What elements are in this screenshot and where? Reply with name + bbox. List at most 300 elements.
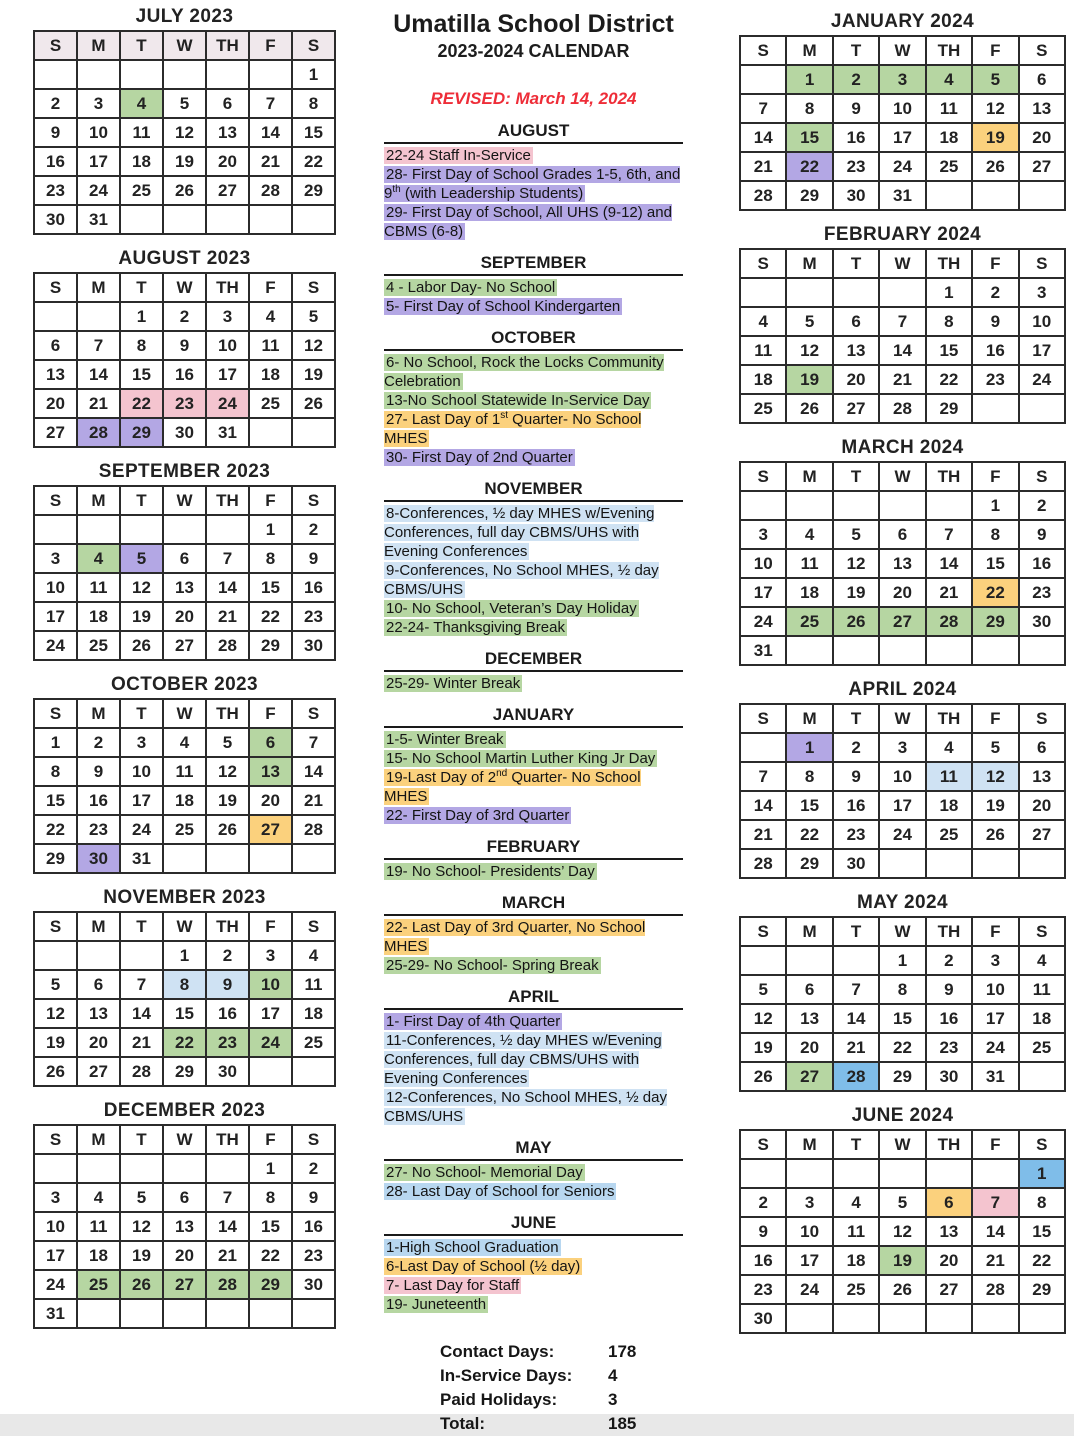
day-cell: 15 [1019,1217,1065,1246]
day-cell: 15 [163,999,206,1028]
weekday-header: M [786,36,832,65]
day-cell: 30 [292,1270,335,1299]
calendar-month-title: JULY 2023 [135,6,234,27]
day-cell: 24 [34,631,77,660]
day-cell: 12 [120,1212,163,1241]
notes-item-list [384,730,683,825]
day-cell: 7 [926,520,972,549]
day-cell: 14 [740,791,786,820]
notes-section-august [384,121,683,241]
week-row [34,544,335,573]
empty-cell [77,941,120,970]
revised-date: REVISED: March 14, 2024 [430,89,637,108]
day-cell: 24 [206,389,249,418]
empty-cell [292,205,335,234]
week-row [740,849,1065,878]
day-cell: 9 [206,970,249,999]
day-cell: 9 [292,1183,335,1212]
empty-cell [77,1154,120,1183]
weekday-header: F [972,462,1018,491]
day-cell: 25 [77,1270,120,1299]
empty-cell [879,636,925,665]
day-cell: 12 [740,1004,786,1033]
day-cell: 22 [120,389,163,418]
notes-month-heading: NOVEMBER [384,479,683,502]
day-cell: 11 [833,1217,879,1246]
day-cell: 21 [926,578,972,607]
weekday-header: TH [926,1130,972,1159]
week-row [34,757,335,786]
note-highlight: 1-High School Graduation [386,1239,559,1256]
day-cell: 14 [206,573,249,602]
day-cell: 31 [34,1299,77,1328]
notes-month-heading: JANUARY [384,705,683,728]
note-item [384,561,683,599]
day-cell: 10 [206,331,249,360]
weekday-header: F [249,486,292,515]
empty-cell [120,1299,163,1328]
calendar-grid [739,461,1066,666]
notes-item-list [384,1238,683,1314]
calendar-grid [33,1124,336,1329]
empty-cell [1019,1304,1065,1333]
day-cell: 18 [77,602,120,631]
calendar-january-2024 [739,11,1066,211]
day-cell: 20 [163,602,206,631]
day-cell: 7 [77,331,120,360]
day-cell: 21 [206,1241,249,1270]
day-cell: 13 [163,1212,206,1241]
day-cell: 9 [833,762,879,791]
day-cell: 12 [972,94,1018,123]
weekday-header: T [120,273,163,302]
week-row [34,602,335,631]
weekday-header: S [1019,1130,1065,1159]
day-cell: 9 [34,118,77,147]
week-row [34,844,335,873]
day-cell: 25 [292,1028,335,1057]
weekday-header: T [833,36,879,65]
day-cell: 4 [833,1188,879,1217]
notes-section-april [384,987,683,1126]
day-cell: 19 [163,147,206,176]
day-cell: 27 [879,607,925,636]
day-cell: 1 [249,515,292,544]
calendar-month-title: MARCH 2024 [841,437,964,458]
day-cell: 30 [833,849,879,878]
note-highlight: 28- Last Day of School for Seniors [386,1183,615,1200]
day-cell: 1 [34,728,77,757]
week-row [34,1212,335,1241]
note-highlight: 19- No School- Presidents’ Day [386,863,595,880]
day-cell: 29 [249,1270,292,1299]
day-cell: 23 [163,389,206,418]
weekday-header: T [120,699,163,728]
weekday-header: S [740,704,786,733]
day-cell: 16 [833,123,879,152]
totals-label: Contact Days: [440,1342,555,1361]
notes-section-june [384,1213,683,1314]
day-cell: 12 [163,118,206,147]
day-cell: 21 [833,1033,879,1062]
day-cell: 3 [972,946,1018,975]
empty-cell [34,1154,77,1183]
day-cell: 26 [740,1062,786,1091]
weekday-header: TH [206,31,249,60]
day-cell: 14 [926,549,972,578]
day-cell: 21 [206,602,249,631]
notes-section-january [384,705,683,825]
week-row [740,820,1065,849]
day-cell: 26 [833,607,879,636]
notes-month-heading: SEPTEMBER [384,253,683,276]
day-cell: 26 [786,394,832,423]
day-cell: 7 [206,1183,249,1212]
day-cell: 8 [879,975,925,1004]
day-cell: 5 [206,728,249,757]
day-cell: 14 [206,1212,249,1241]
notes-section-may [384,1138,683,1201]
day-cell: 17 [34,602,77,631]
weekday-header: TH [206,699,249,728]
day-cell: 19 [972,791,1018,820]
notes-item-list [384,1012,683,1126]
day-cell: 27 [34,418,77,447]
empty-cell [786,1159,832,1188]
note-item [384,918,683,956]
weekday-header: S [292,486,335,515]
calendar-grid [739,1129,1066,1334]
week-row [740,1062,1065,1091]
note-item [384,391,683,410]
empty-cell [972,181,1018,210]
weekday-header: F [249,1125,292,1154]
week-row [34,970,335,999]
empty-cell [206,60,249,89]
empty-cell [163,1299,206,1328]
weekday-header: S [292,699,335,728]
note-highlight: 8-Conferences, ½ day MHES w/Evening Conferences, full day CBMS/UHS with Evening Conferences [384,505,655,560]
totals-row [440,1364,683,1388]
left-calendar-column [33,6,336,1342]
day-cell: 13 [34,360,77,389]
day-cell: 5 [972,65,1018,94]
empty-cell [120,515,163,544]
day-cell: 31 [972,1062,1018,1091]
weekday-header-row [740,249,1065,278]
day-cell: 10 [786,1217,832,1246]
day-cell: 1 [120,302,163,331]
weekday-header: F [972,249,1018,278]
empty-cell [120,941,163,970]
day-cell: 15 [926,336,972,365]
day-cell: 13 [926,1217,972,1246]
day-cell: 16 [1019,549,1065,578]
day-cell: 6 [206,89,249,118]
totals-label: Total: [440,1414,486,1433]
weekday-header-row [34,273,335,302]
day-cell: 4 [926,65,972,94]
weekday-header: TH [926,462,972,491]
day-cell: 17 [249,999,292,1028]
day-cell: 13 [786,1004,832,1033]
day-cell: 17 [879,123,925,152]
day-cell: 4 [249,302,292,331]
day-cell: 24 [879,820,925,849]
weekday-header-row [34,31,335,60]
day-cell: 8 [786,94,832,123]
day-cell: 3 [34,1183,77,1212]
page-title: Umatilla School District [393,10,674,38]
empty-cell [120,205,163,234]
day-cell: 23 [206,1028,249,1057]
weekday-header-row [34,1125,335,1154]
weekday-header: S [1019,917,1065,946]
day-cell: 15 [34,786,77,815]
day-cell: 6 [34,331,77,360]
day-cell: 17 [972,1004,1018,1033]
notes-month-heading: APRIL [384,987,683,1010]
day-cell: 16 [206,999,249,1028]
day-cell: 17 [740,578,786,607]
day-cell: 11 [292,970,335,999]
week-row [740,65,1065,94]
empty-cell [206,1154,249,1183]
week-row [740,1275,1065,1304]
empty-cell [972,849,1018,878]
empty-cell [740,1159,786,1188]
day-cell: 12 [120,573,163,602]
weekday-header: F [249,912,292,941]
empty-cell [926,181,972,210]
empty-cell [163,60,206,89]
day-cell: 16 [292,573,335,602]
calendar-grid [33,698,336,874]
weekday-header: S [34,273,77,302]
day-cell: 10 [879,94,925,123]
day-cell: 31 [206,418,249,447]
empty-cell [34,60,77,89]
empty-cell [926,636,972,665]
day-cell: 12 [34,999,77,1028]
weekday-header: T [120,486,163,515]
day-cell: 19 [120,1241,163,1270]
day-cell: 7 [740,762,786,791]
week-row [34,360,335,389]
calendar-month-title: JANUARY 2024 [830,11,975,32]
day-cell: 20 [249,786,292,815]
day-cell: 6 [1019,65,1065,94]
empty-cell [786,1304,832,1333]
weekday-header: M [77,31,120,60]
empty-cell [163,1154,206,1183]
day-cell: 4 [740,307,786,336]
empty-cell [163,844,206,873]
totals-row [440,1388,683,1412]
day-cell: 28 [206,1270,249,1299]
week-row [740,1159,1065,1188]
day-cell: 14 [972,1217,1018,1246]
day-cell: 15 [786,791,832,820]
week-row [740,791,1065,820]
day-cell: 26 [120,631,163,660]
right-calendar-column [739,11,1066,1347]
weekday-header-row [740,704,1065,733]
empty-cell [120,1154,163,1183]
day-cell: 25 [163,815,206,844]
empty-cell [292,844,335,873]
weekday-header: T [833,917,879,946]
day-cell: 27 [163,1270,206,1299]
weekday-header: S [292,912,335,941]
day-cell: 23 [972,365,1018,394]
note-highlight: 4 - Labor Day- No School [386,279,556,296]
day-cell: 27 [786,1062,832,1091]
calendar-grid [739,703,1066,879]
calendar-month-title: JUNE 2024 [851,1105,954,1126]
day-cell: 28 [249,176,292,205]
notes-section-november [384,479,683,637]
empty-cell [249,60,292,89]
day-cell: 10 [34,1212,77,1241]
note-highlight: 25-29- Winter Break [386,675,521,692]
week-row [34,631,335,660]
note-highlight: 6-Last Day of School (½ day) [386,1258,581,1275]
empty-cell [926,491,972,520]
day-cell: 15 [972,549,1018,578]
empty-cell [833,636,879,665]
calendar-grid [739,248,1066,424]
empty-cell [249,1299,292,1328]
day-cell: 2 [292,515,335,544]
day-cell: 17 [77,147,120,176]
day-cell: 24 [120,815,163,844]
day-cell: 2 [833,65,879,94]
week-row [740,365,1065,394]
day-cell: 25 [926,152,972,181]
day-cell: 9 [292,544,335,573]
note-item [384,956,683,975]
weekday-header: TH [206,486,249,515]
note-highlight: 1- First Day of 4th Quarter [386,1013,561,1030]
day-cell: 2 [292,1154,335,1183]
day-cell: 29 [292,176,335,205]
day-cell: 19 [972,123,1018,152]
day-cell: 14 [292,757,335,786]
day-cell: 15 [249,1212,292,1241]
day-cell: 5 [120,1183,163,1212]
day-cell: 16 [77,786,120,815]
day-cell: 24 [249,1028,292,1057]
day-cell: 3 [879,65,925,94]
weekday-header: T [833,704,879,733]
note-item [384,165,683,203]
week-row [740,1004,1065,1033]
day-cell: 12 [833,549,879,578]
day-cell: 1 [786,65,832,94]
day-cell: 10 [879,762,925,791]
day-cell: 20 [77,1028,120,1057]
day-cell: 28 [833,1062,879,1091]
day-cell: 6 [163,544,206,573]
week-row [34,118,335,147]
empty-cell [833,278,879,307]
note-highlight: 27- No School- Memorial Day [386,1164,583,1181]
totals-value: 4 [608,1366,618,1385]
note-highlight: 19- Juneteenth [386,1296,487,1313]
weekday-header: S [292,31,335,60]
note-highlight: 22-24- Thanksgiving Break [386,619,565,636]
day-cell: 5 [292,302,335,331]
day-cell: 2 [77,728,120,757]
day-cell: 22 [249,602,292,631]
day-cell: 18 [740,365,786,394]
day-cell: 30 [833,181,879,210]
day-cell: 1 [249,1154,292,1183]
week-row [34,176,335,205]
day-cell: 16 [34,147,77,176]
notes-section-february [384,837,683,881]
day-cell: 6 [786,975,832,1004]
note-highlight: 7- Last Day for Staff [386,1277,520,1294]
day-cell: 6 [163,1183,206,1212]
notes-item-list [384,674,683,693]
day-cell: 26 [972,820,1018,849]
weekday-header: TH [926,917,972,946]
weekday-header: S [1019,36,1065,65]
empty-cell [833,1159,879,1188]
day-cell: 23 [34,176,77,205]
day-cell: 21 [120,1028,163,1057]
day-cell: 15 [786,123,832,152]
weekday-header-row [740,462,1065,491]
weekday-header: M [786,917,832,946]
week-row [740,578,1065,607]
day-cell: 22 [34,815,77,844]
weekday-header: TH [206,912,249,941]
week-row [740,762,1065,791]
note-item [384,674,683,693]
day-cell: 8 [163,970,206,999]
notes-item-list [384,504,683,637]
day-cell: 8 [249,544,292,573]
day-cell: 30 [292,631,335,660]
day-cell: 7 [292,728,335,757]
day-cell: 4 [292,941,335,970]
note-item [384,504,683,561]
empty-cell [833,491,879,520]
day-cell: 23 [292,602,335,631]
weekday-header: F [972,36,1018,65]
day-cell: 4 [77,1183,120,1212]
empty-cell [206,205,249,234]
weekday-header: W [163,486,206,515]
empty-cell [206,515,249,544]
note-highlight: 25-29- No School- Spring Break [386,957,599,974]
day-cell: 7 [879,307,925,336]
weekday-header: T [833,249,879,278]
day-cell: 5 [972,733,1018,762]
day-cell: 26 [292,389,335,418]
day-cell: 27 [1019,820,1065,849]
day-cell: 11 [786,549,832,578]
note-item [384,1088,683,1126]
day-cell: 12 [972,762,1018,791]
week-row [740,1217,1065,1246]
day-cell: 25 [1019,1033,1065,1062]
day-cell: 17 [120,786,163,815]
empty-cell [972,394,1018,423]
